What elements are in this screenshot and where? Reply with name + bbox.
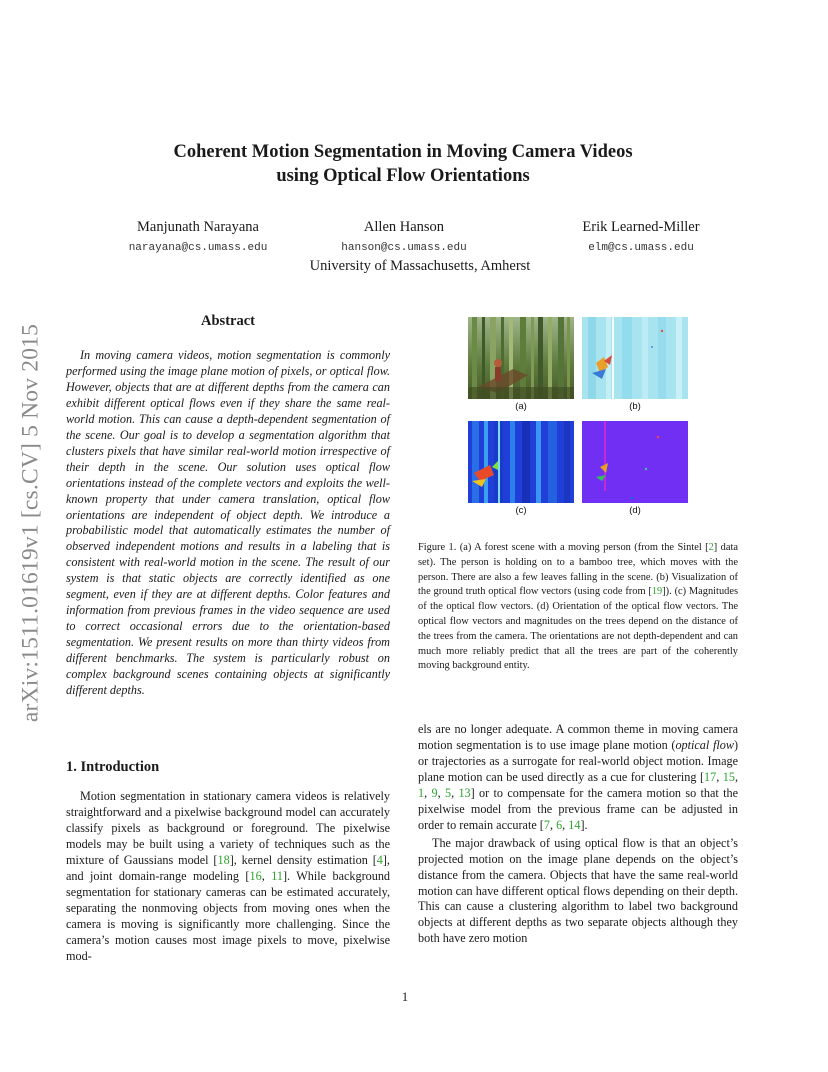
panel-label: (a) [515,401,527,412]
emphasis-text: optical flow [675,737,734,752]
abstract-body [66,348,390,699]
figure-panel-magnitudes [468,421,574,503]
panel-label: (c) [515,505,527,516]
caption-text: ] data set). The person is holding on to a bamboo tree, which moves with the person. There are also a few leaves falling in the scene. (b) Visualization of the ground truth optical flow vectors (using code from [ [418,542,738,598]
arxiv-stamp [14,288,48,758]
separator: , [716,769,723,784]
abstract-heading: Abstract [201,313,255,329]
separator: , [562,817,569,832]
paragraph: The major drawback of using optical flow is that an object’s projected motion on the image plane depends on the object’s distance from the camera. Objects that have the same real-world motion can have different optical flows depending on their depth. This can cause a clustering algorithm to label two background objects at different depths as two separate objects although they both have zero motion [418,835,738,946]
citation-link[interactable]: 6 [556,817,563,832]
author-name: Manjunath Narayana [137,219,259,235]
arxiv-id: arXiv:1511.01619v1 [cs.CV] 5 Nov 2015 [17,323,44,723]
caption-text: ]). (c) Magnitudes of the optical flow vectors. (d) Orientation of the optical flow vectors. The optical flow vectors and magnitudes on the trees depend on the distance of the trees from the camera. The orientations are not depth-dependent and can much more reliably predict that all the trees are part of the coherently moving background entity. [418,586,738,672]
paragraph [418,722,738,834]
separator: , [424,785,432,800]
title-line-2: using Optical Flow Orientations [276,166,530,186]
citation-link[interactable]: 4 [376,852,383,867]
intro-text: , [261,868,272,883]
intro-text: Motion segmentation in stationary camera videos is relatively straightforward and a pixelwise background model can accurately classify pixels as background or foreground. The pixelwise models may be built using a variety of techniques such as the mixture of Gaussians model [ [66,789,390,867]
citation-link[interactable]: 14 [568,817,581,832]
intro-text: ], and joint domain-range modeling [ [66,852,390,883]
citation-link[interactable]: 15 [722,769,735,784]
author-name: Erik Learned-Miller [582,219,700,235]
figure-panel-orientations [582,421,688,503]
intro-text: ]. While background segmentation for stationary cameras can be estimated accurately, separating the nonmoving objects from moving ones when the camera is moving is significantly more challenging. Since the camera’s motion causes most image pixels to move, pixelwise mod- [66,868,391,963]
citation-link[interactable]: 19 [651,586,663,598]
author-email[interactable]: narayana@cs.umass.edu [128,242,268,254]
right-column-text [418,722,738,947]
body-text: ) or trajectories as a surrogate for real-world object motion. Image plane motion can be used directly as a cue for clustering [ [418,737,739,784]
figure-caption [418,541,738,674]
citation-link[interactable]: 7 [543,817,550,832]
title-line-1: Coherent Motion Segmentation in Moving Camera Videos [173,142,633,162]
body-text: ] or to compensate for the camera motion so that the pixelwise model from the previous frame can be adjusted in order to remain accurate [ [418,785,739,832]
figure-panel-flow-vectors [582,317,688,399]
separator: , [549,817,557,832]
citation-link[interactable]: 2 [708,542,714,553]
citation-link[interactable]: 1 [418,785,425,800]
citation-link[interactable]: 13 [458,785,471,800]
citation-link[interactable]: 17 [704,769,717,784]
author-email[interactable]: elm@cs.umass.edu [588,242,694,254]
paper-title [100,140,706,188]
citation-link[interactable]: 18 [217,852,230,867]
body-text: els are no longer adequate. A common theme in moving camera motion segmentation is to use image plane motion ( [418,722,738,752]
abstract-text: In moving camera videos, motion segmentation is commonly performed using the image plane motion of pixels, or optical flow. However, objects that are at different depths from the camera can exhibit different optical flows even if they share the same real-world motion. This can cause a depth-dependent segmentation of the scene. Our goal is to develop a segmentation algorithm that clusters pixels that have similar real-world motion irrespective of their depth in the scene. Our solution uses optical flow orientations instead of the complete vectors and exploits the well-known property that under camera translation, optical flow orientations are independent of object depth. We introduce a probabilistic model that automatically estimates the number of observed independent motions and results in a labeling that is consistent with real-world motion in the scene. The result of our system is that static objects are correctly identified as one segment, even if they are at different depths. Color features and information from previous frames in the video sequence are used to correct occasional errors due to the orientation-based segmentation. We present results on more than thirty videos from different benchmarks. The system is particularly robust on complex background scenes containing objects at significantly different depths. [66,348,390,698]
page-number: 1 [401,990,409,1004]
body-text: ]. [580,817,588,832]
panel-label: (b) [629,401,641,412]
figure-1 [466,317,690,523]
separator: , [734,769,738,784]
caption-text: Figure 1. (a) A forest scene with a moving person (from the Sintel [ [418,542,709,553]
citation-link[interactable]: 11 [271,868,283,883]
citation-link[interactable]: 16 [249,868,262,883]
author-email[interactable]: hanson@cs.umass.edu [341,242,467,254]
author-name: Allen Hanson [363,219,445,235]
affiliation: University of Massachusetts, Amherst [309,258,531,274]
intro-text: ], kernel density estimation [ [229,852,377,867]
citation-link[interactable]: 5 [444,785,452,800]
section-heading: 1. Introduction [66,759,160,775]
figure-panel-forest [468,317,574,399]
intro-paragraph [66,789,390,964]
citation-link[interactable]: 9 [431,785,438,800]
separator: , [451,785,459,800]
separator: , [437,785,445,800]
panel-label: (d) [629,505,641,516]
